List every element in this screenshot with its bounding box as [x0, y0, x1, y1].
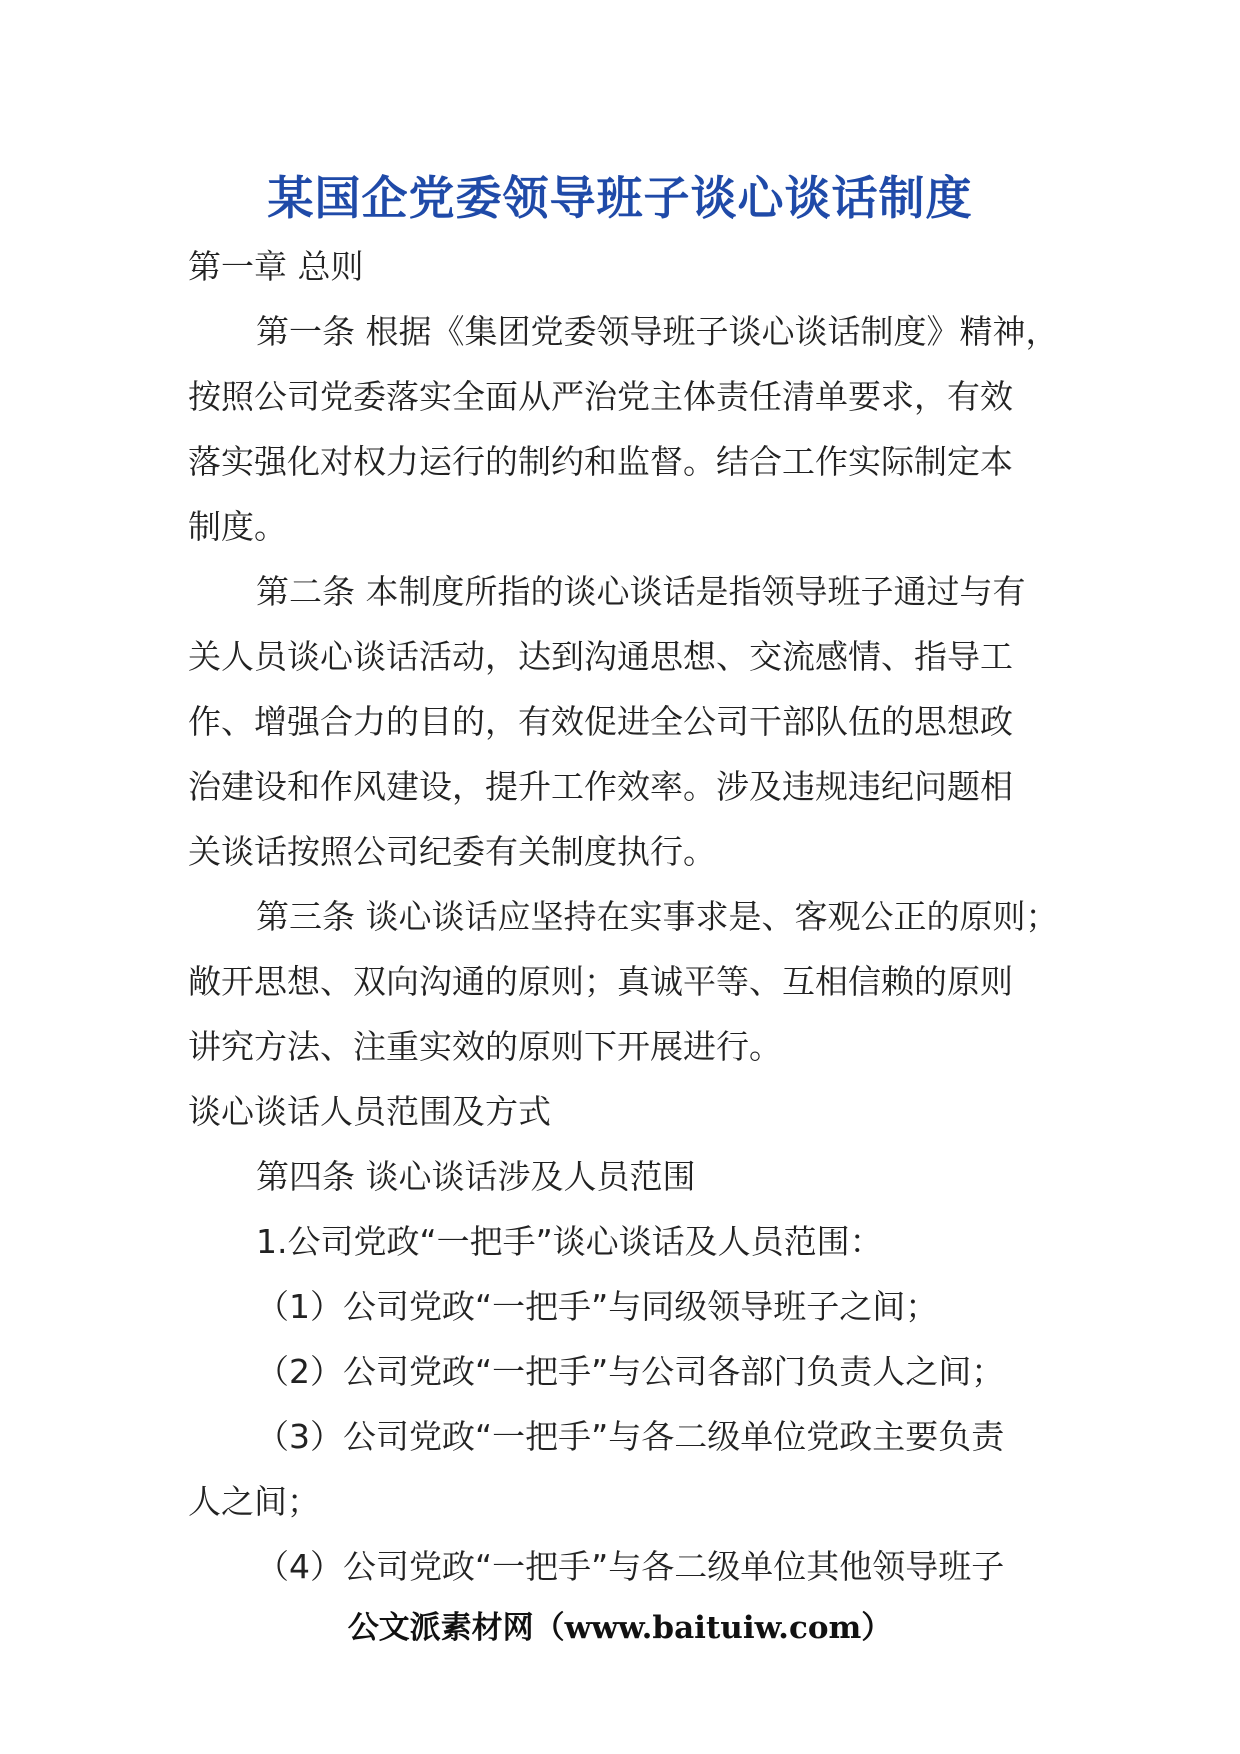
body-line: （2）公司党政“一把手”与公司各部门负责人之间； — [256, 1352, 1005, 1391]
body-line: 讲究方法、注重实效的原则下开展进行。 — [188, 1027, 782, 1066]
document-title: 某国企党委领导班子谈心谈话制度 — [267, 171, 973, 225]
body-line: 谈心谈话人员范围及方式 — [188, 1092, 551, 1131]
body-line: 治建设和作风建设，提升工作效率。涉及违规违纪问题相 — [188, 767, 1013, 806]
body-line: 第二条 本制度所指的谈心谈话是指领导班子通过与有 — [256, 572, 1026, 611]
body-line: 第一章 总则 — [188, 247, 364, 286]
body-line: 第一条 根据《集团党委领导班子谈心谈话制度》精神， — [256, 312, 1059, 351]
body-line: 人之间； — [188, 1482, 320, 1521]
body-line: （4）公司党政“一把手”与各二级单位其他领导班子 — [256, 1547, 1005, 1586]
body-line: （3）公司党政“一把手”与各二级单位党政主要负责 — [256, 1417, 1005, 1456]
body-line: 第四条 谈心谈话涉及人员范围 — [256, 1157, 696, 1196]
body-line: 关人员谈心谈话活动，达到沟通思想、交流感情、指导工 — [188, 637, 1013, 676]
body-line: 作、增强合力的目的，有效促进全公司干部队伍的思想政 — [188, 702, 1013, 741]
body-line: 第三条 谈心谈话应坚持在实事求是、客观公正的原则； — [256, 897, 1059, 936]
body-line: 敞开思想、双向沟通的原则；真诚平等、互相信赖的原则 — [188, 962, 1013, 1001]
body-line: 1.公司党政“一把手”谈心谈话及人员范围： — [256, 1222, 883, 1261]
page-footer: 公文派素材网（www.baituiw.com） — [347, 1610, 893, 1646]
body-line: （1）公司党政“一把手”与同级领导班子之间； — [256, 1287, 939, 1326]
body-line: 制度。 — [188, 507, 287, 546]
body-line: 落实强化对权力运行的制约和监督。结合工作实际制定本 — [188, 442, 1013, 481]
body-line: 按照公司党委落实全面从严治党主体责任清单要求，有效 — [188, 377, 1013, 416]
body-line: 关谈话按照公司纪委有关制度执行。 — [188, 832, 716, 871]
document-body — [188, 234, 1078, 1599]
